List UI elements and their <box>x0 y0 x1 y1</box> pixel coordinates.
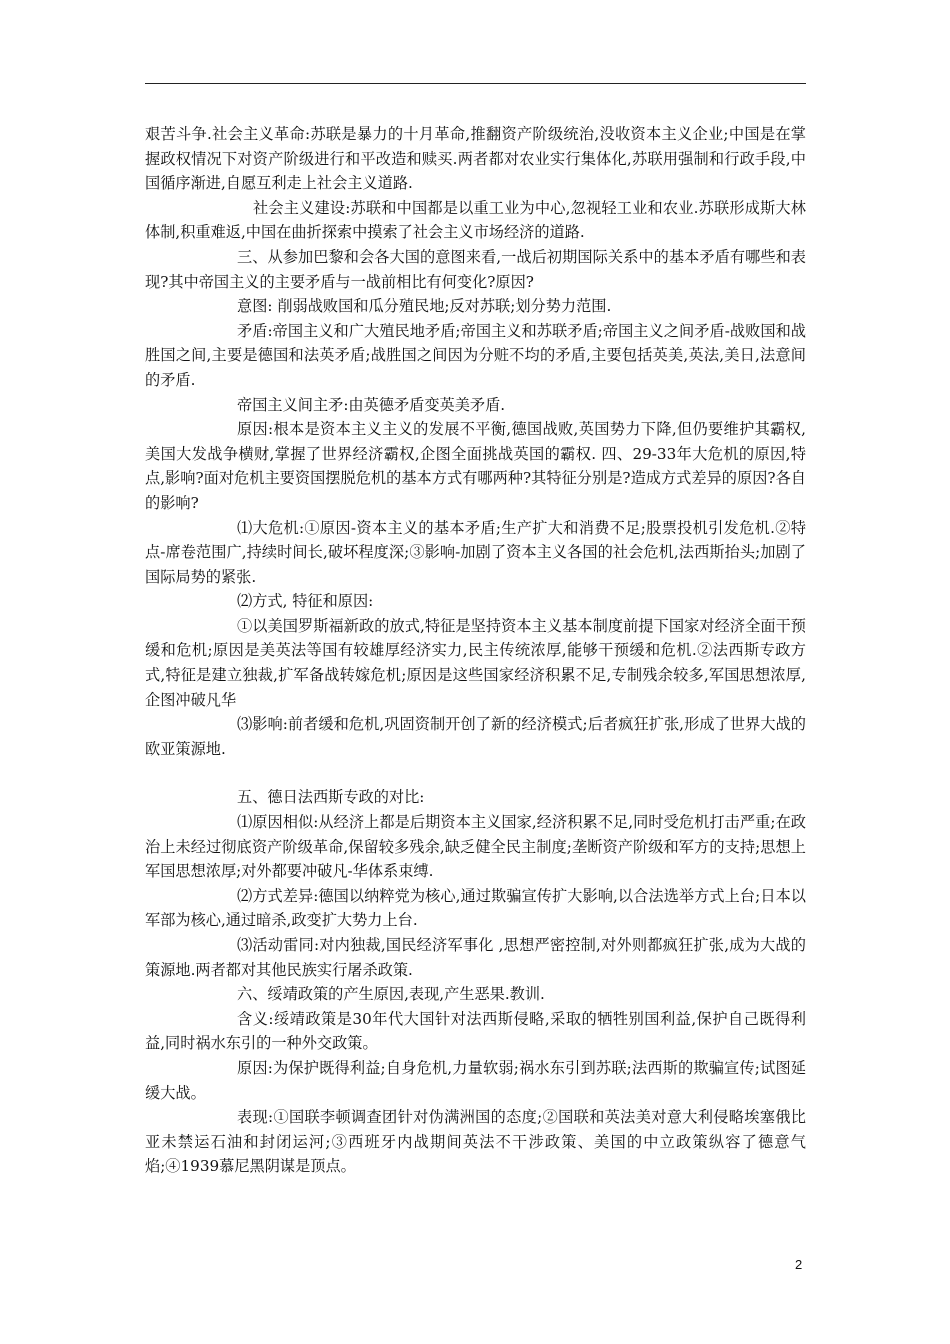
paragraph-great-depression: ⑴大危机:①原因-资本主义的基本矛盾;生产扩大和消费不足;股票投机引发危机.②特点-席卷范围广,持续时间长,破坏程度深;③影响-加剧了资本主义各国的社会危机,法西斯抬头;加剧了国际局势的紧张. <box>145 518 806 586</box>
paragraph-similar-causes: ⑴原因相似:从经济上都是后期资本主义国家,经济积累不足,同时受危机打击严重;在政治上未经过彻底资产阶级革命,保留较多残余,缺乏健全民主制度;垄断资产阶级和军方的支持;思想上军国思想浓厚;对外都要冲破凡-华体系束缚. <box>145 813 806 881</box>
heading-section-3: 三、从参加巴黎和会各大国的意图来看,一战后初期国际关系中的基本矛盾有哪些和表现?其中帝国主义的主要矛盾与一战前相比有何变化?原因? <box>145 247 806 291</box>
paragraph-socialist-revolution: 艰苦斗争.社会主义革命:苏联是暴力的十月革命,推翻资产阶级统治,没收资本主义企业;中国是在掌握政权情况下对资产阶级进行和平改造和赎买.两者都对农业实行集体化,苏联用强制和行政手段,中国循序渐进,自愿互利走上社会主义道路. <box>145 125 806 193</box>
blank-line <box>145 761 806 785</box>
paragraph-impact: ⑶影响:前者缓和危机,巩固资制开创了新的经济模式;后者疯狂扩张,形成了世界大战的欧亚策源地. <box>145 715 806 758</box>
document-body <box>145 122 806 1179</box>
heading-section-6: 六、绥靖政策的产生原因,表现,产生恶果.教训. <box>237 985 545 1004</box>
paragraph-method-differences: ⑵方式差异:德国以纳粹党为核心,通过欺骗宣传扩大影响,以合法选举方式上台;日本以军部为核心,通过暗杀,政变扩大势力上台. <box>145 886 806 930</box>
paragraph-methods: ①以美国罗斯福新政的放式,特征是坚持资本主义基本制度前提下国家对经济全面干预缓和危机;原因是美英法等国有较雄厚经济实力,民主传统浓厚,能够干预缓和危机.②法西斯专政方式,特征是建立独裁,扩军备战转嫁危机;原因是这些国家经济积累不足,专制残余较多,军国思想浓厚,企图冲破凡华 <box>145 616 806 709</box>
paragraph-reasons: 原因:根本是资本主义主义的发展不平衡,德国战败,英国势力下降,但仍要维护其霸权,美国大发战争横财,掌握了世界经济霸权,企图全面挑战英国的霸权. 四、29-33年大危机的原因,特点,影响?面对危机主要资国摆脱危机的基本方式有哪两种?其特征分别是?造成方式差异的原因?各自的影响? <box>145 420 806 512</box>
paragraph-similar-activities: ⑶活动雷同:对内独裁,国民经济军事化 ,思想严密控制,对外则都疯狂扩张,成为大战的策源地.两者都对其他民族实行屠杀政策. <box>145 936 806 979</box>
paragraph-contradictions: 矛盾:帝国主义和广大殖民地矛盾;帝国主义和苏联矛盾;帝国主义之间矛盾-战败国和战胜国之间,主要是德国和法英矛盾;战胜国之间因为分赃不均的矛盾,主要包括英美,英法,美日,法意间的矛盾. <box>145 321 806 389</box>
paragraph-main-contradiction: 帝国主义间主矛:由英德矛盾变英美矛盾. <box>237 395 506 414</box>
paragraph-socialist-construction: 社会主义建设:苏联和中国都是以重工业为中心,忽视轻工业和农业.苏联形成斯大林体制,积重难返,中国在曲折探索中摸索了社会主义市场经济的道路. <box>145 198 806 242</box>
paragraph-manifestations: 表现:①国联李顿调查团针对伪满洲国的态度;②国联和英法美对意大利侵略埃塞俄比亚未禁运石油和封闭运河;③西班牙内战期间英法不干涉政策、美国的中立政策纵容了德意气焰;④1939慕尼黑阴谋是顶点。 <box>145 1108 806 1176</box>
paragraph-methods-heading: ⑵方式, 特征和原因: <box>237 592 374 611</box>
header-rule <box>145 83 806 84</box>
paragraph-causes: 原因:为保护既得利益;自身危机,力量软弱;祸水东引到苏联;法西斯的欺骗宣传;试图延缓大战。 <box>145 1058 806 1102</box>
paragraph-intent: 意图: 削弱战败国和瓜分殖民地;反对苏联;划分势力范围. <box>237 297 612 316</box>
heading-section-5: 五、德日法西斯专政的对比: <box>237 788 425 807</box>
page-number: 2 <box>795 1257 803 1272</box>
paragraph-definition: 含义:绥靖政策是30年代大国针对法西斯侵略,采取的牺牲别国利益,保护自己既得利益,同时祸水东引的一种外交政策。 <box>145 1009 806 1053</box>
